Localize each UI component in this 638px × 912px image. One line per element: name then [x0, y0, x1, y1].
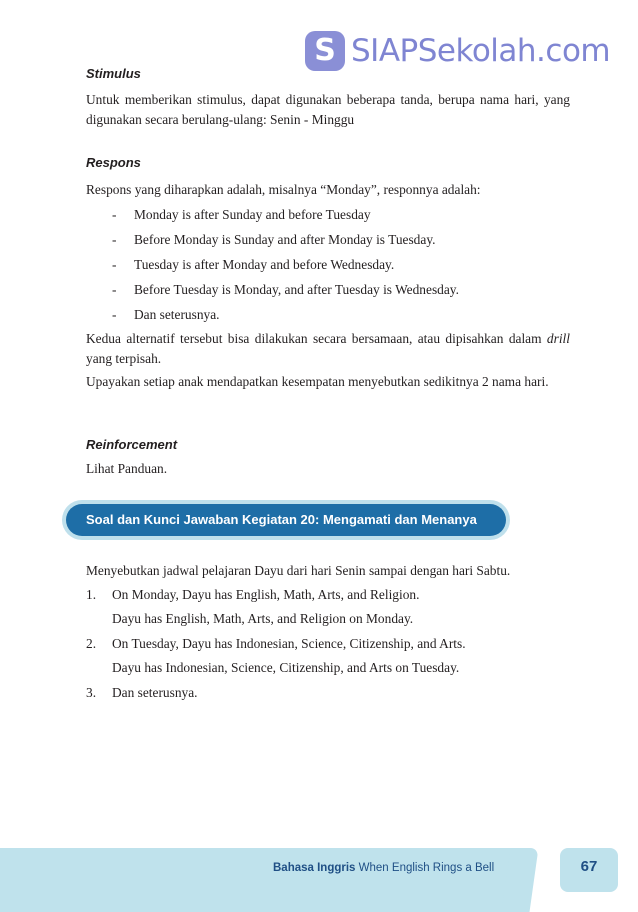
list-item: - Dan seterusnya.: [112, 307, 220, 322]
bullet-text: Tuesday is after Monday and before Wednesday.: [134, 257, 395, 272]
item-text: Dan seterusnya.: [112, 685, 198, 700]
respons-paragraph-2: Upayakan setiap anak mendapatkan kesempatan menyebutkan sedikitnya 2 nama hari.: [86, 374, 549, 389]
item-number: 3.: [86, 685, 97, 700]
list-item: - Before Tuesday is Monday, and after Tuesday is Wednesday.: [112, 282, 459, 297]
soal-intro: Menyebutkan jadwal pelajaran Dayu dari hari Senin sampai dengan hari Sabtu.: [86, 563, 511, 578]
banner-title: Soal dan Kunci Jawaban Kegiatan 20: Mengamati dan Menanya: [86, 512, 477, 527]
reinforcement-body: Lihat Panduan.: [86, 461, 168, 476]
para1-italic: drill: [546, 331, 570, 346]
bullet-text: Dan seterusnya.: [134, 307, 220, 322]
footer-subject: Bahasa Inggris: [273, 862, 356, 874]
item-answer: Dayu has Indonesian, Science, Citizenship, and Arts on Tuesday.: [112, 660, 460, 675]
list-item: [86, 634, 466, 654]
item-number: 2.: [86, 636, 97, 651]
para1-tail: yang terpisah.: [86, 351, 162, 366]
section-banner: [66, 504, 506, 536]
respons-intro: Respons yang diharapkan adalah, misalnya “Monday”, responnya adalah:: [86, 182, 481, 197]
stimulus-heading: Stimulus: [86, 66, 141, 81]
footer-band: [0, 848, 520, 912]
logo-text: SIAPSekolah.com: [351, 33, 611, 69]
item-text: On Tuesday, Dayu has Indonesian, Science, Citizenship, and Arts.: [112, 636, 466, 651]
page-number: 67: [580, 858, 598, 875]
footer-book: When English Rings a Bell: [358, 862, 495, 874]
list-item: - Before Monday is Sunday and after Monday is Tuesday.: [112, 232, 436, 247]
footer-title: [273, 862, 494, 874]
bullet-text: Monday is after Sunday and before Tuesday: [134, 207, 371, 222]
list-item: [86, 585, 419, 605]
bullet-text: Before Monday is Sunday and after Monday is Tuesday.: [134, 232, 436, 247]
reinforcement-heading: Reinforcement: [86, 437, 178, 452]
stimulus-body: Untuk memberikan stimulus, dapat digunakan beberapa tanda, berupa nama hari, yang digunakan secara berulang-ulang: Senin - Minggu: [86, 92, 570, 127]
respons-paragraph-1: [86, 329, 570, 369]
logo-badge-icon: [305, 31, 345, 71]
item-answer: Dayu has English, Math, Arts, and Religion on Monday.: [112, 611, 414, 626]
logo-badge-letter: S: [314, 33, 336, 68]
list-item: - Monday is after Sunday and before Tuesday: [112, 207, 371, 222]
watermark-logo: [305, 28, 610, 74]
respons-heading: Respons: [86, 155, 141, 170]
item-number: 1.: [86, 587, 97, 602]
list-item: [86, 683, 198, 703]
list-item: - Tuesday is after Monday and before Wednesday.: [112, 257, 395, 272]
para1-text: Kedua alternatif tersebut bisa dilakukan secara bersamaan, atau dipisahkan dalam: [86, 331, 547, 346]
item-text: On Monday, Dayu has English, Math, Arts, and Religion.: [112, 587, 420, 602]
bullet-text: Before Tuesday is Monday, and after Tuesday is Wednesday.: [134, 282, 459, 297]
